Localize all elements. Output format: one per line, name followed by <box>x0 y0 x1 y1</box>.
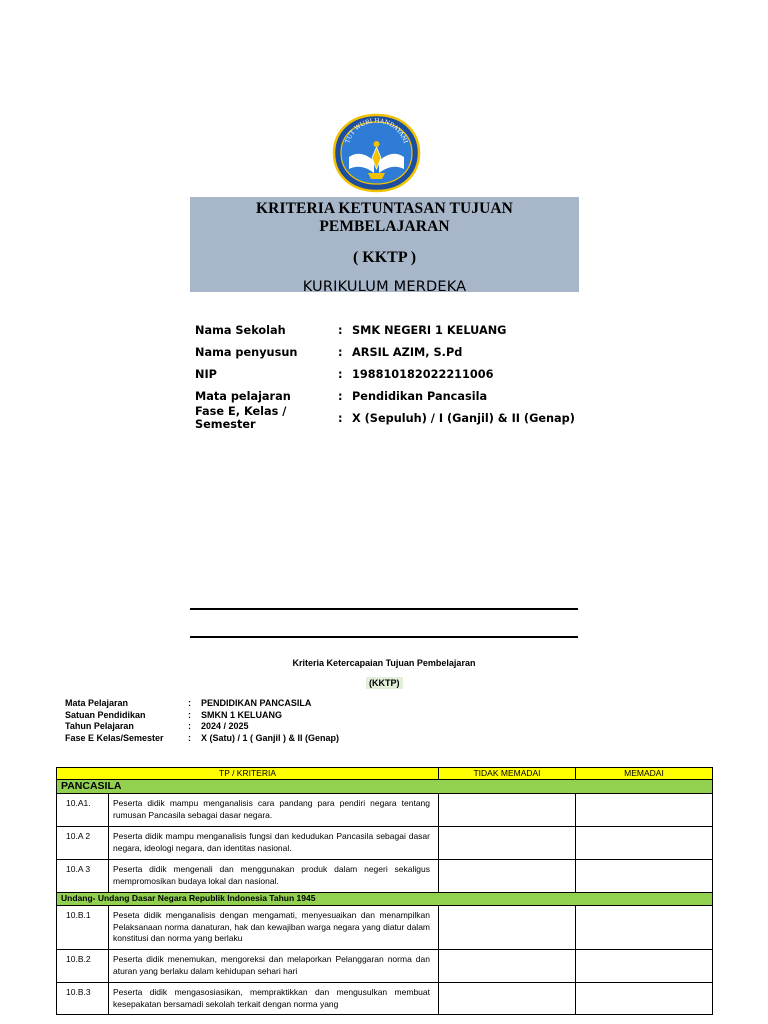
not-adequate-cell[interactable] <box>439 827 576 860</box>
table-row <box>57 794 713 827</box>
divider-line <box>190 636 578 638</box>
meta-colon: : <box>188 698 191 708</box>
adequate-cell[interactable] <box>576 950 713 983</box>
info-value: ARSIL AZIM, S.Pd <box>352 345 463 359</box>
meta-label: Fase E Kelas/Semester <box>65 732 164 743</box>
curriculum-name: KURIKULUM MERDEKA <box>302 279 467 295</box>
info-label: Nama Sekolah <box>195 323 286 337</box>
header-adequate: MEMADAI <box>576 768 713 780</box>
meta-label: Tahun Pelajaran <box>65 721 134 731</box>
info-value: 198810182022211006 <box>352 367 494 381</box>
info-value: Pendidikan Pancasila <box>352 389 488 403</box>
info-colon: : <box>338 345 343 359</box>
section-row <box>57 780 713 794</box>
meta-colon: : <box>188 732 191 743</box>
table-row <box>57 827 713 860</box>
header-tp-criteria: TP / KRITERIA <box>57 768 439 780</box>
adequate-cell[interactable] <box>576 827 713 860</box>
info-row-phase <box>195 407 575 429</box>
meta-value: PENDIDIKAN PANCASILA <box>201 698 312 708</box>
tp-description: Peserta didik mampu menganalisis cara pandang para pendiri negara tentang rumusan Pancasila sebagai dasar negara. <box>109 794 439 827</box>
section-title-pancasila: PANCASILA <box>57 780 713 794</box>
not-adequate-cell[interactable] <box>439 950 576 983</box>
not-adequate-cell[interactable] <box>439 983 576 1015</box>
info-value: X (Sepuluh) / I (Ganjil) & II (Genap) <box>352 411 575 425</box>
meta-row <box>65 710 339 722</box>
kktp-badge: (KKTP) <box>366 677 403 689</box>
info-row-nip <box>195 363 575 385</box>
meta-label: Satuan Pendidikan <box>65 709 146 720</box>
tp-description: Peserta didik mengasosiasikan, mempraktikkan dan mengusulkan membuat kesepakatan bersamadi sekolah terkait dengan norma yang <box>109 983 439 1015</box>
table-row <box>57 906 713 950</box>
info-row-author <box>195 341 575 363</box>
table-row <box>57 950 713 983</box>
meta-colon: : <box>188 709 191 720</box>
info-label: Nama penyusun <box>195 345 298 359</box>
table-header-row <box>57 768 713 780</box>
subject-meta <box>65 698 339 744</box>
info-colon: : <box>338 323 343 337</box>
tp-code: 10.A 2 <box>57 827 109 860</box>
title-banner <box>190 197 579 295</box>
info-colon: : <box>338 367 343 381</box>
svg-text:TUT WURI HANDAYANI: TUT WURI HANDAYANI <box>344 117 409 145</box>
info-row-subject <box>195 385 575 407</box>
not-adequate-cell[interactable] <box>439 794 576 827</box>
tp-code: 10.B.1 <box>57 906 109 950</box>
not-adequate-cell[interactable] <box>439 906 576 950</box>
divider-line <box>190 608 578 610</box>
table-row <box>57 860 713 893</box>
identity-info <box>195 319 575 429</box>
not-adequate-cell[interactable] <box>439 860 576 893</box>
info-label: NIP <box>195 367 217 381</box>
adequate-cell[interactable] <box>576 906 713 950</box>
section-row <box>57 893 713 906</box>
meta-colon: : <box>188 721 191 731</box>
tp-description: Peseta didik menganalisis dengan mengamati, menyesuaikan dan menampilkan Pelaksanaan norma danaturan, hak dan kewajiban warga negara yang diatur dalam konstitusi dan norma yang berlaku <box>109 906 439 950</box>
info-colon: : <box>338 389 343 403</box>
tp-description: Peserta didik mampu menganalisis fungsi dan kedudukan Pancasila sebagai dasar negara, ideologi negara, dan identitas nasional. <box>109 827 439 860</box>
info-colon: : <box>338 411 343 425</box>
meta-label: Mata Pelajaran <box>65 698 129 708</box>
tp-description: Peserta didik menemukan, mengoreksi dan melaporkan Pelanggaran norma dan aturan yang berlaku dalam kehidupan sehari hari <box>109 950 439 983</box>
tp-code: 10.A1. <box>57 794 109 827</box>
meta-row <box>65 698 339 710</box>
info-label: Fase E, Kelas / Semester <box>195 405 287 431</box>
meta-value: SMKN 1 KELUANG <box>201 709 283 720</box>
adequate-cell[interactable] <box>576 983 713 1015</box>
meta-value: X (Satu) / 1 ( Ganjil ) & II (Genap) <box>201 732 340 743</box>
criteria-table <box>56 767 713 1015</box>
tp-code: 10.B.3 <box>57 983 109 1015</box>
meta-row <box>65 721 339 733</box>
header-not-adequate: TIDAK MEMADAI <box>439 768 576 780</box>
document-title: KRITERIA KETUNTASAN TUJUAN PEMBELAJARAN <box>256 200 513 235</box>
info-value: SMK NEGERI 1 KELUANG <box>352 323 507 337</box>
meta-row <box>65 733 339 745</box>
adequate-cell[interactable] <box>576 794 713 827</box>
tp-description: Peserta didik mengenali dan menggunakan produk dalam negeri sekaligus mempromosikan budaya lokal dan nasional. <box>109 860 439 893</box>
meta-value: 2024 / 2025 <box>201 721 249 731</box>
tp-code: 10.B.2 <box>57 950 109 983</box>
tut-wuri-handayani-logo <box>331 113 422 193</box>
tp-code: 10.A 3 <box>57 860 109 893</box>
adequate-cell[interactable] <box>576 860 713 893</box>
info-label: Mata pelajaran <box>195 389 291 403</box>
section-title-uud-1945: Undang- Undang Dasar Negara Republik Indonesia Tahun 1945 <box>57 893 713 906</box>
document-abbreviation: ( KKTP ) <box>352 249 417 266</box>
section-title: Kriteria Ketercapaian Tujuan Pembelajaran <box>292 658 476 668</box>
table-row <box>57 983 713 1015</box>
info-row-school <box>195 319 575 341</box>
